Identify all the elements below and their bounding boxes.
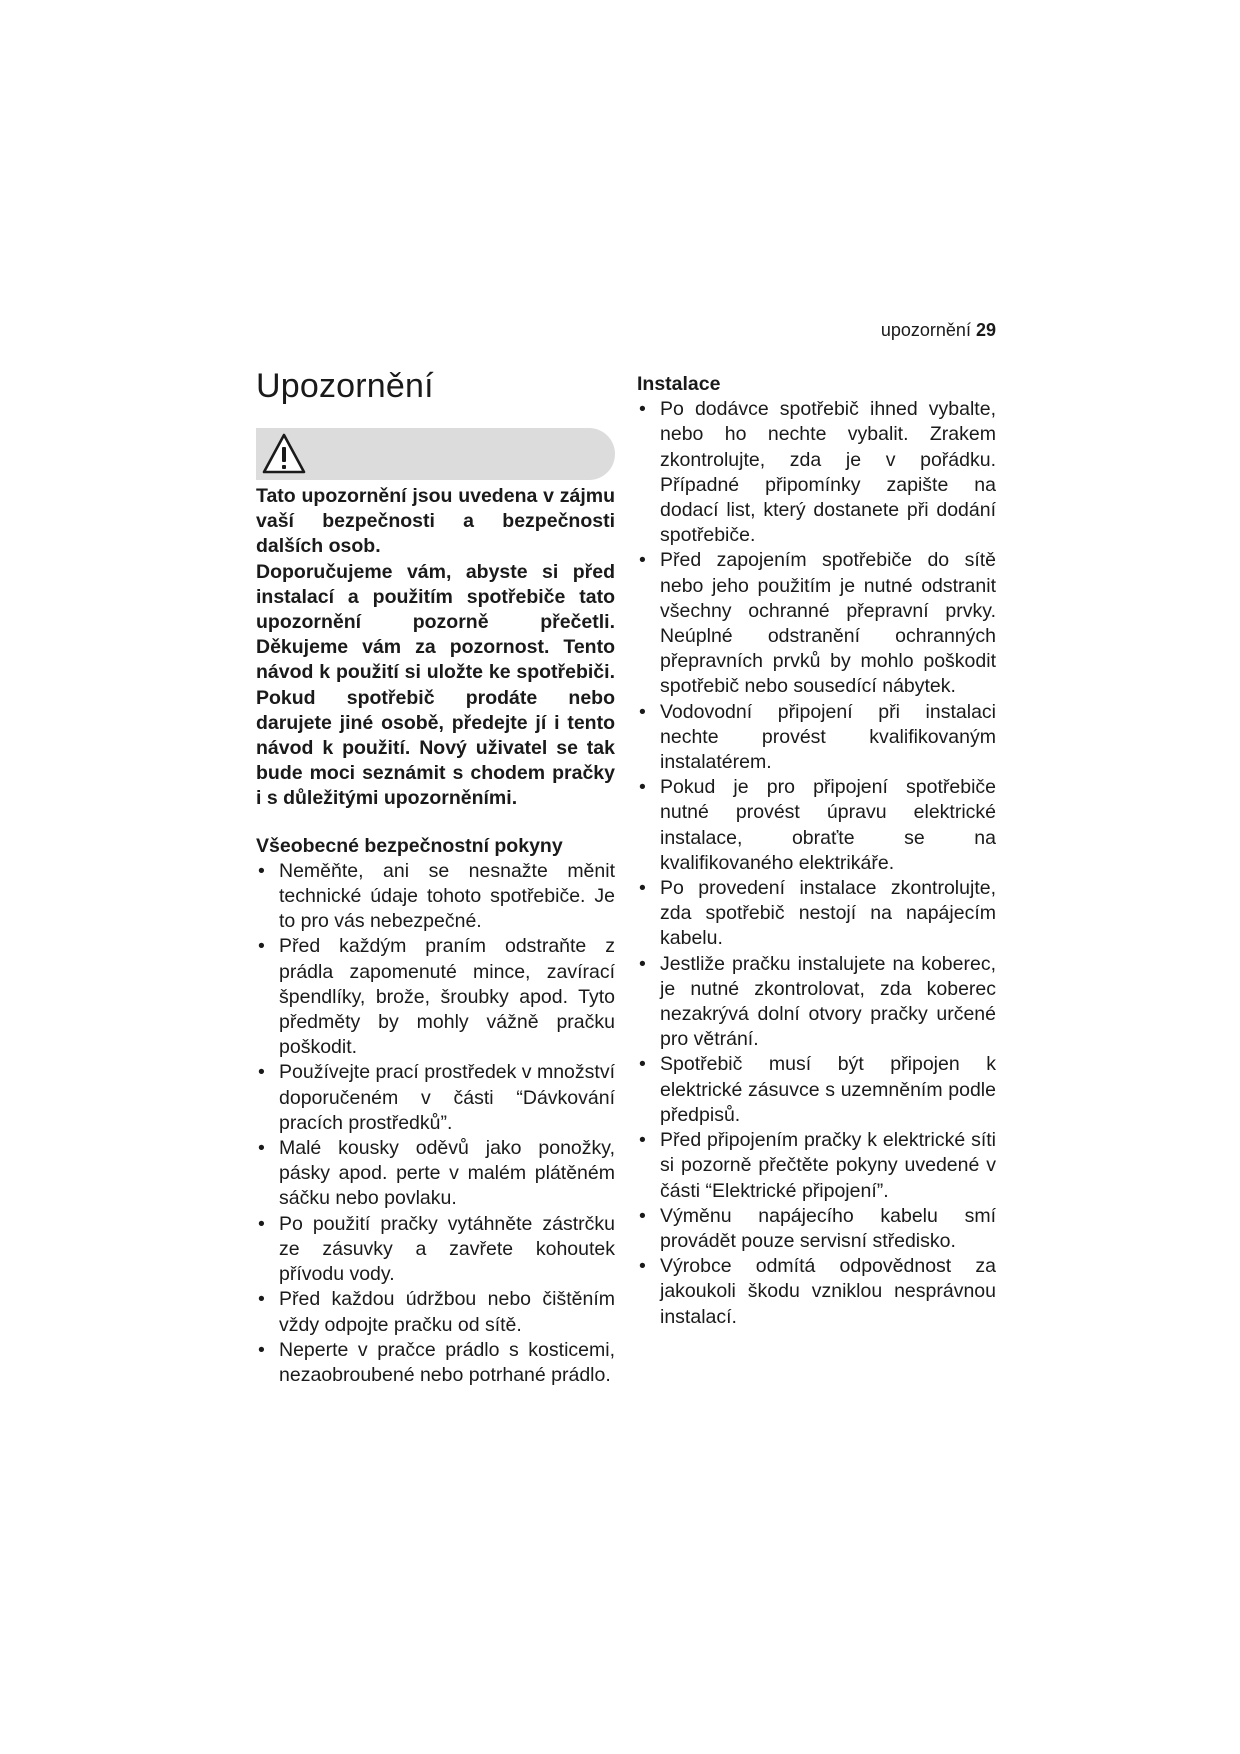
intro-paragraph-1: Tato upozornění jsou uvedena v zájmu vaší bezpečnosti a bezpečnosti dalších osob.: [256, 485, 615, 558]
list-item: • Neměňte, ani se nesnažte měnit technické údaje tohoto spotřebiče. Je to pro vás nebezpečné.: [256, 859, 615, 935]
warning-triangle-icon: [260, 430, 308, 478]
warning-banner: [256, 428, 615, 480]
page-title: Upozornění: [256, 367, 434, 405]
list-item: • Spotřebič musí být připojen k elektrické zásuvce s uzemněním podle předpisů.: [637, 1052, 996, 1128]
list-item: • Jestliže pračku instalujete na koberec, je nutné zkontrolovat, zda koberec nezakrývá dolní otvory pračky určené pro větrání.: [637, 952, 996, 1053]
general-safety-list: [256, 859, 615, 1388]
list-item: • Pokud je pro připojení spotřebiče nutné provést úpravu elektrické instalace, obraťte se na kvalifikovaného elektrikáře.: [637, 775, 996, 876]
running-title: upozornění: [880, 320, 971, 340]
list-item: • Malé kousky oděvů jako ponožky, pásky apod. perte v malém plátěném sáčku nebo povlaku.: [256, 1136, 615, 1212]
list-item: • Výrobce odmítá odpovědnost za jakoukoli škodu vzniklou nesprávnou instalací.: [637, 1254, 996, 1330]
list-item: • Po použití pračky vytáhněte zástrčku ze zásuvky a zavřete kohoutek přívodu vody.: [256, 1212, 615, 1288]
list-item: • Před každou údržbou nebo čištěním vždy odpojte pračku od sítě.: [256, 1287, 615, 1337]
intro-paragraph-2: Doporučujeme vám, abyste si před instalací a použitím spotřebiče tato upozornění pozorně přečetli. Děkujeme vám za pozornost. Tento návod k použití si uložte ke spotřebiči. Pokud spotřebič prodáte nebo darujete jiné osobě, předejte jí i tento návod k použití. Nový uživatel se tak bude moci seznámit s chodem pračky i s důležitými upozorněními.: [256, 560, 615, 810]
installation-heading: Instalace: [637, 373, 721, 395]
list-item: • Neperte v pračce prádlo s kosticemi, nezaobroubené nebo potrhané prádlo.: [256, 1338, 615, 1388]
general-safety-heading: Všeobecné bezpečnostní pokyny: [256, 834, 563, 857]
list-item: • Před každým praním odstraňte z prádla zapomenuté mince, zavírací špendlíky, brože, šroubky apod. Tyto předměty by mohly vážně pračku poškodit.: [256, 934, 615, 1060]
list-item: • Po provedení instalace zkontrolujte, zda spotřebič nestojí na napájecím kabelu.: [637, 876, 996, 952]
list-item: • Vodovodní připojení při instalaci nechte provést kvalifikovaným instalatérem.: [637, 700, 996, 776]
installation-list: [637, 397, 996, 1330]
list-item: • Používejte prací prostředek v množství doporučeném v části “Dávkování pracích prostředků”.: [256, 1060, 615, 1136]
list-item: • Výměnu napájecího kabelu smí provádět pouze servisní středisko.: [637, 1204, 996, 1254]
list-item: • Po dodávce spotřebič ihned vybalte, nebo ho nechte vybalit. Zrakem zkontrolujte, zda je v pořádku. Případné připomínky zapište na dodací list, který dostanete při dodání spotřebiče.: [637, 397, 996, 548]
page-number: 29: [975, 320, 996, 340]
running-head: [700, 318, 996, 342]
left-column: [256, 484, 615, 1388]
right-column: [637, 372, 996, 1330]
list-item: • Před zapojením spotřebiče do sítě nebo jeho použitím je nutné odstranit všechny ochranné přepravní prvky. Neúplné odstranění ochranných přepravních prvků by mohlo poškodit spotřebič nebo sousedící nábytek.: [637, 548, 996, 699]
list-item: • Před připojením pračky k elektrické síti si pozorně přečtěte pokyny uvedené v části “Elektrické připojení”.: [637, 1128, 996, 1204]
